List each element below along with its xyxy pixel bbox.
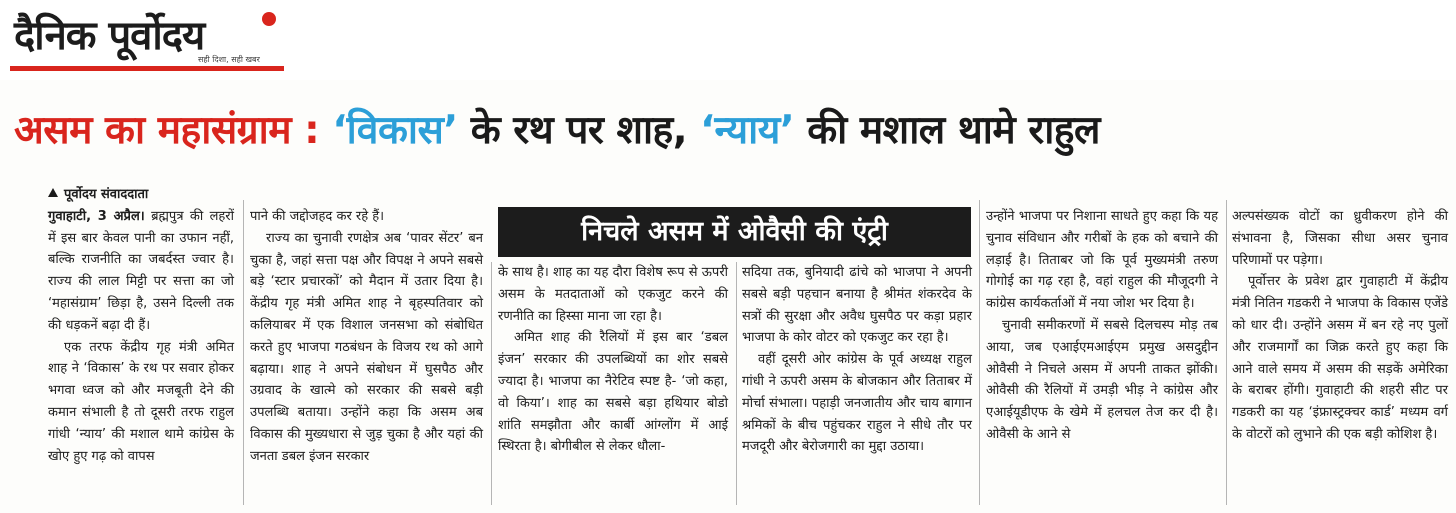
paragraph: सदिया तक, बुनियादी ढांचे को भाजपा ने अपनी सबसे बड़ी पहचान बनाया है श्रीमंत शंकरदेव के सत्रों की सुरक्षा और अवैध घुसपैठ पर कड़ा प्रहार भाजपा के कोर वोटर को एकजुट कर रहा है। — [742, 265, 972, 346]
article-column-1 — [48, 184, 234, 467]
sub-headline-box: निचले असम में ओवैसी की एंट्री — [498, 207, 971, 257]
masthead-tagline: सही दिशा, सही खबर — [198, 55, 260, 64]
headline-part-3: के रथ पर शाह, — [457, 108, 701, 153]
paragraph: पूर्वोत्तर के प्रवेश द्वार गुवाहाटी में केंद्रीय मंत्री नितिन गडकरी ने भाजपा के विकास एजेंडे को धार दी। उन्होंने असम में बन रहे नए पुलों और राजमार्गों का जिक्र करते हुए कहा कि आने वाले समय में असम की सड़कें अमेरिका के बराबर होंगी। गुवाहाटी की शहरी सीट पर गडकरी का यह ‘इंफ्रास्ट्रक्चर कार्ड’ मध्यम वर्ग के वोटरों को लुभाने की एक बड़ी कोशिश है। — [1232, 274, 1448, 442]
paragraph: चुनावी समीकरणों में सबसे दिलचस्प मोड़ तब आया, जब एआईएमआईएम प्रमुख असदुद्दीन ओवैसी ने निचले असम में अपनी ताकत झोंकी। ओवैसी की रैलियों में उमड़ी भीड़ ने कांग्रेस और एआईयूडीएफ के खेमे में हलचल तेज कर दी है। ओवैसी के आने से — [986, 317, 1218, 442]
paragraph: वहीं दूसरी ओर कांग्रेस के पूर्व अध्यक्ष राहुल गांधी ने ऊपरी असम के बोजकान और तिताबर में मोर्चा संभाला। पहाड़ी जनजातीय और चाय बागान श्रमिकों के बीच पहुंचकर राहुल ने सीधे तौर पर मजदूरी और बेरोजगारी का मुद्दा उठाया। — [742, 352, 972, 455]
logo-dot-icon — [262, 12, 276, 26]
dateline: गुवाहाटी, 3 अप्रैल। — [48, 208, 145, 224]
byline: पूर्वोदय संवाददाता — [48, 184, 234, 206]
column-divider — [491, 262, 492, 505]
main-headline — [14, 100, 1446, 162]
column-divider — [243, 200, 244, 505]
paragraph: उन्होंने भाजपा पर निशाना साधते हुए कहा कि यह चुनाव संविधान और गरीबों के हक को बचाने की लड़ाई है। तिताबर जो कि पूर्व मुख्यमंत्री तरुण गोगोई का गढ़ रहा है, वहां राहुल की मौजूदगी ने कांग्रेस कार्यकर्ताओं में नया जोश भर दिया है। — [986, 209, 1218, 312]
paragraph: अल्पसंख्यक वोटों का ध्रुवीकरण होने की संभावना है, जिसका सीधा असर चुनाव परिणामों पर पड़ेगा। — [1232, 209, 1448, 268]
paragraph: पाने की जद्दोजहद कर रहे हैं। — [250, 209, 385, 224]
byline-triangle-icon — [48, 188, 58, 197]
article-column-6 — [1232, 206, 1448, 446]
headline-part-1: असम का महासंग्राम : — [14, 108, 333, 153]
column-divider — [1226, 200, 1227, 505]
article-column-2 — [250, 206, 483, 468]
article-column-3 — [498, 262, 728, 458]
headline-nyay: ‘न्याय’ — [700, 108, 795, 153]
column-divider — [979, 200, 980, 505]
article-column-4 — [742, 262, 972, 458]
article-column-5 — [986, 206, 1218, 446]
paragraph: राज्य का चुनावी रणक्षेत्र अब ‘पावर सेंटर’ बन चुका है, जहां सत्ता पक्ष और विपक्ष ने अपने सबसे बड़े ‘स्टार प्रचारकों’ को मैदान में उतार दिया है। केंद्रीय गृह मंत्री अमित शाह ने बृहस्पतिवार को कलियाबर में एक विशाल जनसभा को संबोधित करते हुए भाजपा गठबंधन के विजय रथ को आगे बढ़ाया। शाह ने अपने संबोधन में घुसपैठ और उग्रवाद के खात्मे को सरकार की सबसे बड़ी उपलब्धि बताया। उन्होंने कहा कि असम अब विकास की मुख्यधारा से जुड़ चुका है और यहां की जनता डबल इंजन सरकार — [250, 230, 483, 464]
paragraph: अमित शाह की रैलियों में इस बार ‘डबल इंजन’ सरकार की उपलब्धियों का शोर सबसे ज्यादा है। भाजपा का नैरेटिव स्पष्ट है- ‘जो कहा, वो किया’। शाह का सबसे बड़ा हथियार बोडो शांति समझौता और कार्बी आंग्लोंग में आई स्थिरता है। बोगीबील से लेकर धौला- — [498, 330, 728, 455]
newspaper-logo: दैनिक पूर्वोदय — [14, 12, 205, 59]
column-divider — [736, 262, 737, 505]
paragraph: गुवाहाटी, 3 अप्रैल। ब्रह्मपुत्र की लहरों में इस बार केवल पानी का उफान नहीं, बल्कि राजनीति का जबर्दस्त ज्वार है। राज्य की लाल मिट्टी पर सत्ता का जो ‘महासंग्राम’ छिड़ा है, उसने दिल्ली तक की धड़कनें बढ़ा दी हैं। — [48, 208, 234, 333]
paragraph: एक तरफ केंद्रीय गृह मंत्री अमित शाह ने ‘विकास’ के रथ पर सवार होकर भगवा ध्वज को और मजबूती देने की कमान संभाली है तो दूसरी तरफ राहुल गांधी ‘न्याय’ की मशाल थामे कांग्रेस के खोए हुए गढ़ को वापस — [48, 339, 234, 464]
paragraph: के साथ है। शाह का यह दौरा विशेष रूप से ऊपरी असम के मतदाताओं को एकजुट करने की रणनीति का हिस्सा माना जा रहा है। — [498, 265, 728, 324]
headline-vikas: ‘विकास’ — [332, 108, 458, 153]
masthead-rule — [10, 66, 284, 71]
headline-part-5: की मशाल थामे राहुल — [794, 108, 1100, 153]
masthead — [0, 0, 1456, 80]
